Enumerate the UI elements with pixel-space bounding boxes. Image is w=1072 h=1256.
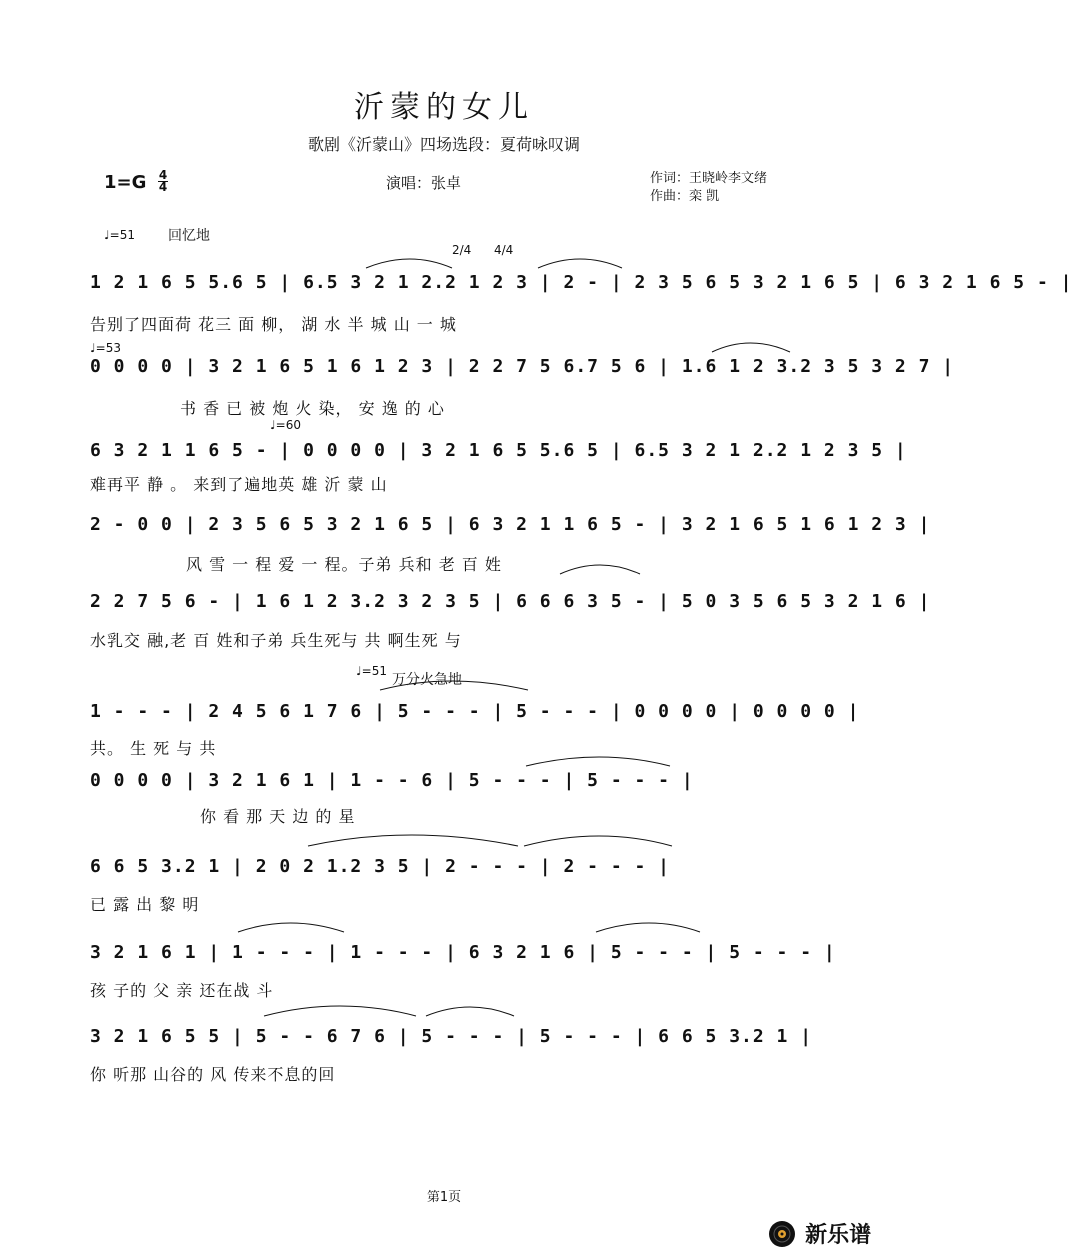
lyric-row-10: 你 听那 山谷的 风 传来不息的回 (90, 1065, 336, 1084)
slur (526, 757, 670, 766)
page-number: 第1页 (426, 1190, 462, 1205)
composer-credit: 作曲：栾 凯 (650, 189, 720, 204)
time-signature-bottom: 4 (158, 180, 168, 194)
slur (380, 681, 528, 690)
slur (264, 1006, 416, 1016)
slur (308, 835, 518, 846)
lyric-row-3: 难再平 静 。 来到了遍地英 雄 沂 蒙 山 (90, 475, 388, 494)
site-logo (768, 1218, 871, 1249)
notation-row-10: 3 2 1 6 5 5 | 5 - - 6 7 6 | 5 - - - | 5 - - - | 6 6 5 3.2 1 | (90, 1026, 813, 1047)
slur (560, 565, 640, 574)
slur (596, 923, 700, 932)
lyric-row-2: 书 香 已 被 炮 火 染， 安 逸 的 心 (180, 399, 445, 418)
lyric-row-1: 告别了四面荷 花三 面 柳， 湖 水 半 城 山 一 城 (90, 315, 457, 334)
notation-row-5: 2 2 7 5 6 - | 1 6 1 2 3.2 3 2 3 5 | 6 6 6 3 5 - | 5 0 3 5 6 5 3 2 1 6 | (90, 591, 931, 612)
notation-row-8: 6 6 5 3.2 1 | 2 0 2 1.2 3 5 | 2 - - - | 2 - - - | (90, 856, 671, 877)
notation-row-6: 1 - - - | 2 4 5 6 1 7 6 | 5 - - - | 5 - - - | 0 0 0 0 | 0 0 0 0 | (90, 701, 860, 722)
notation-row-2: 0 0 0 0 | 3 2 1 6 5 1 6 1 2 3 | 2 2 7 5 6.7 5 6 | 1.6 1 2 3.2 3 5 3 2 7 | (90, 356, 955, 377)
lyric-row-6: 共。 生 死 与 共 (90, 739, 217, 758)
tempo-mark-4: ♩=51 (356, 664, 387, 678)
slur (238, 923, 344, 932)
meter-change-2: 4/4 (494, 243, 514, 257)
notation-row-4: 2 - 0 0 | 2 3 5 6 5 3 2 1 6 5 | 6 3 2 1 1 6 5 - | 3 2 1 6 5 1 6 1 2 3 | (90, 514, 931, 535)
lyricist-credit: 作词：王晓岭李文绪 (650, 171, 768, 186)
singer-credit: 演唱：张卓 (386, 174, 462, 192)
lyric-row-4: 风 雪 一 程 爱 一 程。子弟 兵和 老 百 姓 (186, 555, 502, 574)
page-title: 沂蒙的女儿 (354, 90, 534, 125)
expression-mark-1: 回忆地 (168, 228, 210, 244)
tempo-mark-3: ♩=60 (270, 418, 301, 432)
tempo-mark-2: ♩=53 (90, 341, 121, 355)
lyric-row-8: 已 露 出 黎 明 (90, 895, 200, 914)
lyric-row-9: 孩 子的 父 亲 还在战 斗 (90, 981, 274, 1000)
slur (538, 259, 622, 268)
notation-row-7: 0 0 0 0 | 3 2 1 6 1 | 1 - - 6 | 5 - - - | 5 - - - | (90, 770, 694, 791)
slur (426, 1007, 514, 1016)
notation-row-3: 6 3 2 1 1 6 5 - | 0 0 0 0 | 3 2 1 6 5 5.6 5 | 6.5 3 2 1 2.2 1 2 3 5 | (90, 440, 907, 461)
tempo-mark-1: ♩=51 (104, 228, 135, 242)
notation-row-9: 3 2 1 6 1 | 1 - - - | 1 - - - | 6 3 2 1 6 | 5 - - - | 5 - - - | (90, 942, 836, 963)
lyric-row-5: 水乳交 融,老 百 姓和子弟 兵生死与 共 啊生死 与 (90, 631, 462, 650)
expression-mark-2: 万分火急地 (392, 672, 462, 688)
site-logo-text: 新乐谱 (805, 1223, 872, 1248)
time-signature-top: 4 (158, 168, 168, 182)
slur (366, 259, 452, 268)
key-signature: 1=G (104, 172, 147, 193)
lyric-row-7: 你 看 那 天 边 的 星 (200, 807, 356, 826)
vinyl-record-icon (768, 1220, 796, 1248)
slur (524, 836, 672, 846)
page-subtitle: 歌剧《沂蒙山》四场选段：夏荷咏叹调 (307, 135, 580, 154)
notation-row-1: 1 2 1 6 5 5.6 5 | 6.5 3 2 1 2.2 1 2 3 | 2 - | 2 3 5 6 5 3 2 1 6 5 | 6 3 2 1 6 5 - | (90, 272, 1072, 293)
meter-change-1: 2/4 (452, 243, 472, 257)
slur (712, 343, 790, 352)
